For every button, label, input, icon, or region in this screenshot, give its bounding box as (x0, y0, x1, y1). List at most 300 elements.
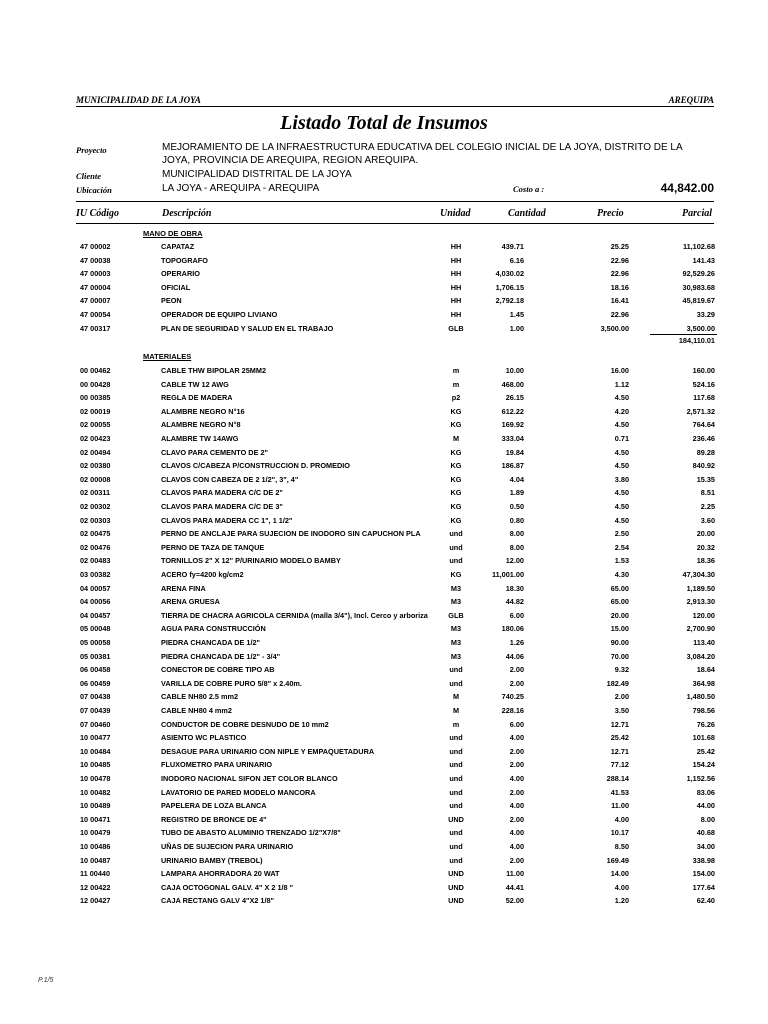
cliente-label: Cliente (76, 171, 102, 181)
item-price: 4.50 (614, 488, 629, 498)
item-description: ALAMBRE NEGRO N°16 (161, 406, 245, 416)
item-partial: 764.64 (692, 420, 715, 430)
item-description: URINARIO BAMBY (TREBOL) (161, 855, 263, 865)
item-quantity: 1.89 (509, 488, 524, 498)
item-price: 2.54 (614, 542, 629, 552)
item-unit: UND (448, 896, 464, 906)
item-partial: 3.60 (700, 515, 715, 525)
header-rule (76, 106, 714, 107)
item-unit: M3 (450, 597, 462, 607)
table-row (0, 774, 768, 788)
item-partial: 1,480.50 (686, 692, 715, 702)
table-row (0, 556, 768, 570)
item-unit: UND (448, 869, 464, 879)
item-quantity: 4.00 (509, 842, 524, 851)
item-quantity: 2,792.18 (495, 296, 524, 306)
item-description: CAJA RECTANG GALV 4"X2 1/8" (161, 896, 275, 906)
item-price: 90.00 (610, 638, 629, 647)
table-row (0, 529, 768, 543)
item-unit: M (452, 692, 460, 702)
table-row (0, 788, 768, 802)
item-quantity: 2.00 (509, 855, 524, 865)
item-unit: und (449, 842, 463, 851)
item-code: 10 00477 (80, 733, 111, 743)
col-header-precio: Precio (597, 208, 624, 219)
item-partial: 3,084.20 (686, 651, 715, 661)
item-code: 00 00385 (80, 393, 111, 403)
item-description: REGLA DE MADERA (161, 393, 233, 403)
item-description: LAMPARA AHORRADORA 20 WAT (161, 869, 280, 879)
item-partial: 177.64 (692, 882, 715, 892)
item-description: TORNILLOS 2" X 12" P/URINARIO MODELO BAMBY (161, 556, 341, 566)
item-unit: und (449, 733, 463, 743)
item-price: 1.53 (614, 556, 629, 566)
table-row (0, 815, 768, 829)
item-partial: 44.00 (696, 801, 715, 811)
item-unit: UND (448, 814, 464, 824)
item-code: 10 00479 (80, 828, 111, 838)
table-row (0, 366, 768, 380)
section-title: MATERIALES (143, 352, 192, 361)
item-unit: und (449, 801, 463, 811)
item-description: DESAGUE PARA URINARIO CON NIPLE Y EMPAQUETADURA (161, 746, 375, 756)
item-description: CLAVOS PARA MADERA CC 1", 1 1/2" (161, 515, 293, 525)
table-row (0, 760, 768, 774)
item-description: CLAVOS PARA MADERA C/C DE 2" (161, 488, 283, 498)
table-row (0, 448, 768, 462)
item-partial: 1,189.50 (686, 583, 715, 593)
table-row (0, 720, 768, 734)
item-price: 22.96 (610, 255, 629, 265)
table-row (0, 883, 768, 897)
item-description: CABLE NH80 4 mm2 (161, 706, 232, 715)
item-price: 4.00 (614, 814, 629, 824)
item-description: ARENA FINA (161, 583, 206, 593)
item-partial: 45,819.67 (682, 296, 715, 306)
item-code: 47 00003 (80, 269, 111, 279)
item-partial: 2,571.32 (686, 406, 715, 416)
item-description: CABLE TW 12 AWG (161, 379, 229, 389)
table-row (0, 380, 768, 394)
item-code: 02 00008 (80, 474, 111, 484)
item-unit: und (449, 678, 463, 688)
proyecto-line-1: MEJORAMIENTO DE LA INFRAESTRUCTURA EDUCATIVA DEL COLEGIO INICIAL DE LA JOYA, DISTRITO DE LA (162, 142, 683, 153)
item-quantity: 12.00 (505, 556, 524, 566)
item-quantity: 6.16 (509, 255, 524, 265)
item-unit: HH (450, 255, 462, 265)
table-row (0, 842, 768, 856)
item-price: 0.71 (614, 434, 629, 443)
item-code: 02 00475 (80, 529, 111, 539)
item-quantity: 740.25 (501, 692, 524, 702)
item-partial: 18.36 (696, 556, 715, 566)
item-quantity: 2.00 (509, 746, 524, 756)
item-code: 12 00427 (80, 896, 111, 906)
table-row (0, 679, 768, 693)
item-description: FLUXOMETRO PARA URINARIO (161, 760, 273, 770)
item-code: 02 00483 (80, 556, 111, 566)
item-unit: M (452, 434, 460, 443)
item-quantity: 2.00 (509, 665, 524, 675)
table-top-rule (76, 201, 714, 202)
item-partial: 62.40 (696, 896, 715, 906)
table-row (0, 461, 768, 475)
item-price: 2.50 (614, 529, 629, 539)
item-unit: HH (450, 242, 462, 251)
header-left (76, 95, 714, 105)
item-quantity: 52.00 (505, 896, 524, 906)
item-price: 16.41 (610, 296, 629, 306)
item-unit: M3 (450, 583, 462, 593)
item-partial: 154.00 (692, 869, 715, 879)
proyecto-line-2: JOYA, PROVINCIA DE AREQUIPA, REGION AREQUIPA. (162, 155, 419, 166)
proyecto-label: Proyecto (76, 145, 107, 155)
table-row (0, 638, 768, 652)
item-quantity: 26.15 (505, 393, 524, 403)
item-quantity: 8.00 (509, 529, 524, 539)
item-price: 11.00 (611, 801, 629, 811)
item-quantity: 439.71 (501, 242, 524, 251)
item-unit: M3 (450, 651, 462, 661)
item-partial: 101.68 (692, 733, 715, 743)
item-partial: 20.32 (696, 542, 715, 552)
item-partial: 524.16 (692, 379, 715, 389)
col-header-parcial: Parcial (682, 208, 712, 219)
table-row (0, 624, 768, 638)
item-price: 4.50 (614, 420, 629, 430)
table-row (0, 516, 768, 530)
table-row (0, 856, 768, 870)
item-unit: m (452, 366, 460, 375)
table-row (0, 256, 768, 270)
item-partial: 113.40 (693, 638, 715, 647)
item-code: 47 00002 (80, 242, 111, 251)
item-code: 03 00382 (80, 570, 111, 579)
item-description: CLAVO PARA CEMENTO DE 2" (161, 447, 268, 457)
item-partial: 3,500.00 (686, 323, 715, 333)
item-description: CLAVOS C/CABEZA P/CONSTRUCCION D. PROMEDIO (161, 461, 350, 471)
table-row (0, 896, 768, 910)
item-unit: KG (450, 570, 462, 579)
item-code: 47 00054 (80, 310, 111, 319)
item-quantity: 1.26 (509, 638, 524, 647)
item-price: 25.42 (610, 733, 629, 743)
item-price: 1.20 (614, 896, 629, 906)
item-description: TIERRA DE CHACRA AGRICOLA CERNIDA (malla 3/4"), Incl. Cerco y arboriza (161, 610, 428, 620)
item-quantity: 2.00 (509, 814, 524, 824)
item-price: 3,500.00 (600, 323, 629, 333)
item-price: 70.00 (610, 651, 629, 661)
item-partial: 338.98 (692, 855, 715, 865)
table-row (0, 706, 768, 720)
item-quantity: 44.41 (505, 882, 524, 892)
region-name: AREQUIPA (668, 95, 714, 105)
item-unit: GLB (448, 610, 464, 620)
item-partial: 1,152.56 (686, 774, 715, 783)
item-description: CONDUCTOR DE COBRE DESNUDO DE 10 mm2 (161, 719, 329, 729)
item-code: 07 00439 (80, 706, 111, 715)
item-quantity: 19.84 (505, 447, 524, 457)
item-price: 2.00 (614, 692, 629, 702)
table-row (0, 407, 768, 421)
item-description: ASIENTO WC PLASTICO (161, 733, 247, 743)
item-description: OPERARIO (161, 269, 200, 279)
table-header-rule (76, 223, 714, 224)
item-unit: und (449, 665, 463, 675)
item-price: 18.16 (610, 282, 629, 292)
item-unit: und (449, 774, 463, 783)
item-price: 3.50 (614, 706, 629, 715)
table-row (0, 828, 768, 842)
item-description: TUBO DE ABASTO ALUMINIO TRENZADO 1/2"X7/8" (161, 828, 341, 838)
item-code: 02 00055 (80, 420, 111, 430)
proyecto-value (162, 141, 722, 167)
item-code: 47 00007 (80, 296, 111, 306)
item-quantity: 169.92 (501, 420, 524, 430)
item-code: 02 00423 (80, 434, 111, 443)
item-code: 10 00489 (80, 801, 111, 811)
item-unit: KG (450, 406, 462, 416)
item-partial: 2,700.90 (686, 624, 715, 634)
item-description: PIEDRA CHANCADA DE 1/2" (161, 638, 261, 647)
page-title: Listado Total de Insumos (280, 112, 488, 134)
item-code: 10 00484 (80, 746, 111, 756)
table-row (0, 543, 768, 557)
item-code: 02 00302 (80, 502, 111, 511)
item-quantity: 228.16 (501, 706, 524, 715)
item-partial: 34.00 (696, 842, 715, 851)
item-unit: und (449, 760, 463, 770)
item-quantity: 4.04 (509, 474, 524, 484)
item-price: 8.50 (614, 842, 629, 851)
table-row (0, 733, 768, 747)
item-price: 16.00 (610, 366, 629, 375)
item-description: CABLE THW BIPOLAR 25MM2 (161, 366, 266, 375)
table-row (0, 652, 768, 666)
item-description: CAJA OCTOGONAL GALV. 4" X 2 1/8 " (161, 882, 294, 892)
item-partial: 18.64 (696, 665, 715, 675)
item-unit: und (449, 828, 463, 838)
item-description: TOPOGRAFO (161, 255, 208, 265)
item-description: OFICIAL (161, 282, 191, 292)
item-partial: 89.28 (696, 447, 715, 457)
item-price: 9.32 (614, 665, 629, 675)
item-unit: und (449, 746, 463, 756)
item-quantity: 6.00 (509, 610, 524, 620)
item-unit: KG (450, 502, 462, 511)
item-partial: 33.29 (696, 310, 715, 319)
item-unit: KG (450, 461, 462, 471)
item-code: 11 00440 (80, 869, 111, 879)
table-row (0, 570, 768, 584)
item-description: PERNO DE ANCLAJE PARA SUJECION DE INODORO SIN CAPUCHON PLA (161, 529, 421, 539)
item-code: 05 00381 (80, 651, 111, 661)
item-price: 10.17 (610, 828, 629, 838)
item-price: 65.00 (610, 583, 629, 593)
item-code: 07 00460 (80, 719, 111, 729)
cliente-value: MUNICIPALIDAD DISTRITAL DE LA JOYA (162, 169, 352, 180)
item-code: 02 00380 (80, 461, 111, 471)
item-price: 15.00 (610, 624, 629, 634)
col-header-cantidad: Cantidad (508, 208, 546, 219)
costo-label: Costo a : (513, 184, 545, 194)
table-row (0, 869, 768, 883)
organization-name: MUNICIPALIDAD DE LA JOYA (76, 95, 201, 105)
item-code: 02 00311 (80, 488, 111, 498)
item-quantity: 468.00 (501, 379, 524, 389)
item-quantity: 612.22 (501, 406, 524, 416)
ubicacion-label: Ubicación (76, 185, 112, 195)
item-price: 4.20 (614, 406, 629, 416)
item-partial: 47,304.30 (682, 570, 715, 579)
item-code: 04 00457 (80, 610, 111, 620)
item-partial: 117.68 (693, 393, 715, 403)
item-unit: und (449, 529, 463, 539)
item-unit: HH (450, 269, 462, 279)
item-price: 4.50 (614, 461, 629, 471)
col-header-code: IU Código (76, 208, 120, 219)
costo-value: 44,842.00 (660, 181, 714, 195)
table-row (0, 611, 768, 625)
item-code: 07 00438 (80, 692, 111, 702)
item-description: CLAVOS PARA MADERA C/C DE 3" (161, 502, 283, 511)
item-partial: 2,913.30 (686, 597, 715, 607)
item-description: ARENA GRUESA (161, 597, 220, 607)
item-description: REGISTRO DE BRONCE DE 4" (161, 814, 267, 824)
item-price: 65.00 (610, 597, 629, 607)
item-price: 4.50 (614, 515, 629, 525)
item-partial: 8.51 (700, 488, 715, 498)
item-partial: 76.26 (696, 719, 715, 729)
item-code: 10 00482 (80, 787, 111, 797)
item-description: VARILLA DE COBRE PURO 5/8" x 2.40m. (161, 678, 302, 688)
item-quantity: 2.00 (509, 678, 524, 688)
table-row (0, 584, 768, 598)
item-price: 22.96 (610, 269, 629, 279)
item-code: 10 00478 (80, 774, 111, 783)
item-quantity: 0.50 (509, 502, 524, 511)
item-partial: 11,102.68 (682, 242, 715, 251)
item-quantity: 44.06 (505, 651, 524, 661)
item-code: 06 00458 (80, 665, 111, 675)
item-price: 169.49 (606, 855, 629, 865)
item-quantity: 11.00 (506, 869, 524, 879)
item-code: 47 00038 (80, 255, 111, 265)
item-code: 05 00048 (80, 624, 111, 634)
item-unit: HH (450, 310, 462, 319)
item-partial: 154.24 (692, 760, 715, 770)
item-code: 10 00486 (80, 842, 111, 851)
item-partial: 840.92 (692, 461, 715, 471)
item-partial: 40.68 (696, 828, 715, 838)
item-unit: p2 (451, 393, 461, 403)
item-price: 4.30 (614, 570, 629, 579)
item-description: LAVATORIO DE PARED MODELO MANCORA (161, 787, 316, 797)
item-partial: 2.25 (700, 502, 715, 511)
item-code: 04 00056 (80, 597, 111, 607)
item-unit: M (452, 706, 460, 715)
item-price: 1.12 (614, 379, 629, 389)
item-partial: 20.00 (696, 529, 715, 539)
item-description: AGUA PARA CONSTRUCCIÓN (161, 624, 266, 634)
item-price: 3.80 (614, 474, 629, 484)
item-quantity: 0.80 (509, 515, 524, 525)
table-row (0, 242, 768, 256)
item-quantity: 10.00 (505, 366, 524, 375)
item-quantity: 4,030.02 (495, 269, 524, 279)
table-row (0, 475, 768, 489)
item-code: 10 00487 (80, 855, 111, 865)
item-price: 4.50 (614, 447, 629, 457)
table-row (0, 502, 768, 516)
item-description: CONECTOR DE COBRE TIPO AB (161, 665, 275, 675)
item-partial: 798.56 (692, 706, 715, 715)
item-unit: HH (450, 282, 462, 292)
item-partial: 160.00 (692, 366, 715, 375)
item-quantity: 180.06 (501, 624, 524, 634)
item-code: 02 00476 (80, 542, 111, 552)
item-unit: GLB (448, 323, 464, 333)
item-quantity: 1.45 (509, 310, 524, 319)
item-unit: M3 (450, 624, 462, 634)
item-unit: HH (450, 296, 462, 306)
item-unit: und (449, 855, 463, 865)
item-code: 02 00303 (80, 515, 111, 525)
item-code: 04 00057 (80, 583, 111, 593)
item-quantity: 1.00 (509, 323, 524, 333)
item-quantity: 18.30 (505, 583, 524, 593)
table-row (0, 393, 768, 407)
item-quantity: 4.00 (509, 774, 524, 783)
item-code: 06 00459 (80, 678, 111, 688)
table-row (0, 801, 768, 815)
item-code: 00 00428 (80, 379, 111, 389)
item-quantity: 11,001.00 (491, 570, 524, 579)
item-description: PIEDRA CHANCADA DE 1/2" - 3/4" (161, 651, 281, 661)
item-quantity: 6.00 (509, 719, 524, 729)
ubicacion-value: LA JOYA - AREQUIPA - AREQUIPA (162, 183, 320, 194)
item-description: PEON (161, 296, 182, 306)
table-row (0, 269, 768, 283)
item-quantity: 2.00 (509, 787, 524, 797)
item-unit: KG (450, 488, 462, 498)
item-partial: 364.98 (692, 678, 715, 688)
table-row (0, 665, 768, 679)
col-header-desc: Descripción (162, 208, 212, 219)
item-quantity: 8.00 (509, 542, 524, 552)
item-price: 182.49 (606, 678, 629, 688)
item-price: 41.53 (610, 787, 629, 797)
item-quantity: 1,706.15 (495, 282, 524, 292)
item-description: INODORO NACIONAL SIFON JET COLOR BLANCO (161, 774, 338, 783)
item-price: 14.00 (610, 869, 629, 879)
item-partial: 141.43 (692, 255, 715, 265)
item-unit: KG (450, 447, 462, 457)
table-row (0, 692, 768, 706)
item-code: 05 00058 (80, 638, 111, 647)
item-partial: 30,983.68 (682, 282, 715, 292)
item-description: CLAVOS CON CABEZA DE 2 1/2", 3", 4" (161, 474, 299, 484)
item-code: 02 00494 (80, 447, 111, 457)
item-price: 25.25 (610, 242, 629, 251)
item-quantity: 333.04 (501, 434, 524, 443)
item-price: 4.50 (614, 502, 629, 511)
item-unit: M3 (450, 638, 462, 647)
item-price: 22.96 (610, 310, 629, 319)
table-row (0, 488, 768, 502)
item-price: 288.14 (606, 774, 629, 783)
item-description: PLAN DE SEGURIDAD Y SALUD EN EL TRABAJO (161, 323, 334, 333)
